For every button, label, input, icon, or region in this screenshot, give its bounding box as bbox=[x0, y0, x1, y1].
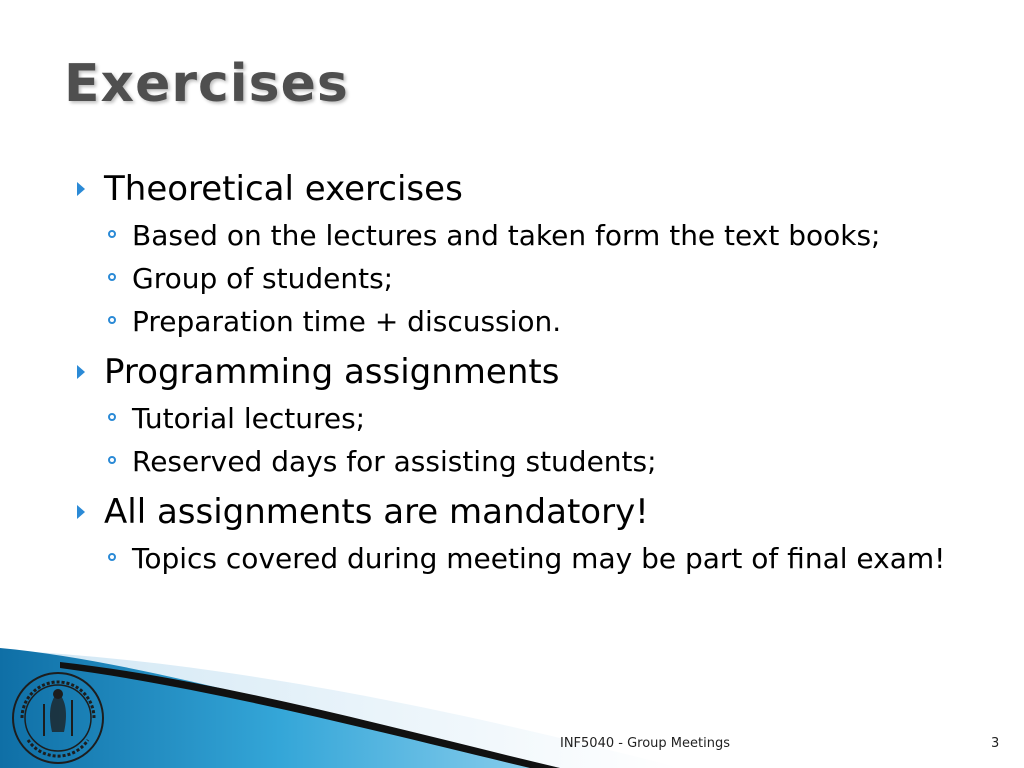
footer-wave-decoration bbox=[0, 640, 1024, 768]
bullet-text: Programming assignments bbox=[104, 352, 560, 392]
bullet-programming-assignments bbox=[75, 349, 975, 395]
sub-bullet bbox=[75, 216, 975, 255]
triangle-bullet-icon bbox=[77, 505, 85, 519]
circle-bullet-icon bbox=[108, 230, 116, 238]
triangle-bullet-icon bbox=[77, 182, 85, 196]
university-seal-logo bbox=[10, 670, 106, 766]
triangle-bullet-icon bbox=[77, 365, 85, 379]
slide-content bbox=[75, 166, 975, 578]
sub-bullet-text: Topics covered during meeting may be part of final exam! bbox=[132, 542, 946, 575]
sub-bullet bbox=[75, 442, 975, 481]
circle-bullet-icon bbox=[108, 273, 116, 281]
sub-bullet-text: Based on the lectures and taken form the text books; bbox=[132, 219, 881, 252]
circle-bullet-icon bbox=[108, 456, 116, 464]
circle-bullet-icon bbox=[108, 413, 116, 421]
bullet-text: All assignments are mandatory! bbox=[104, 492, 649, 532]
bullet-text: Theoretical exercises bbox=[104, 169, 463, 209]
sub-bullet-text: Tutorial lectures; bbox=[132, 402, 366, 435]
slide-title: Exercises bbox=[64, 54, 349, 114]
bullet-all-assignments-mandatory bbox=[75, 489, 975, 535]
sub-bullet bbox=[75, 399, 975, 438]
sub-bullet bbox=[75, 259, 975, 298]
slide-number: 3 bbox=[991, 736, 1000, 751]
sub-bullet-text: Reserved days for assisting students; bbox=[132, 445, 657, 478]
sub-bullet bbox=[75, 302, 975, 341]
footer-title: INF5040 - Group Meetings bbox=[560, 736, 730, 751]
circle-bullet-icon bbox=[108, 553, 116, 561]
sub-bullet-text: Preparation time + discussion. bbox=[132, 305, 562, 338]
bullet-theoretical-exercises bbox=[75, 166, 975, 212]
sub-bullet-text: Group of students; bbox=[132, 262, 394, 295]
circle-bullet-icon bbox=[108, 316, 116, 324]
sub-bullet bbox=[75, 539, 975, 578]
